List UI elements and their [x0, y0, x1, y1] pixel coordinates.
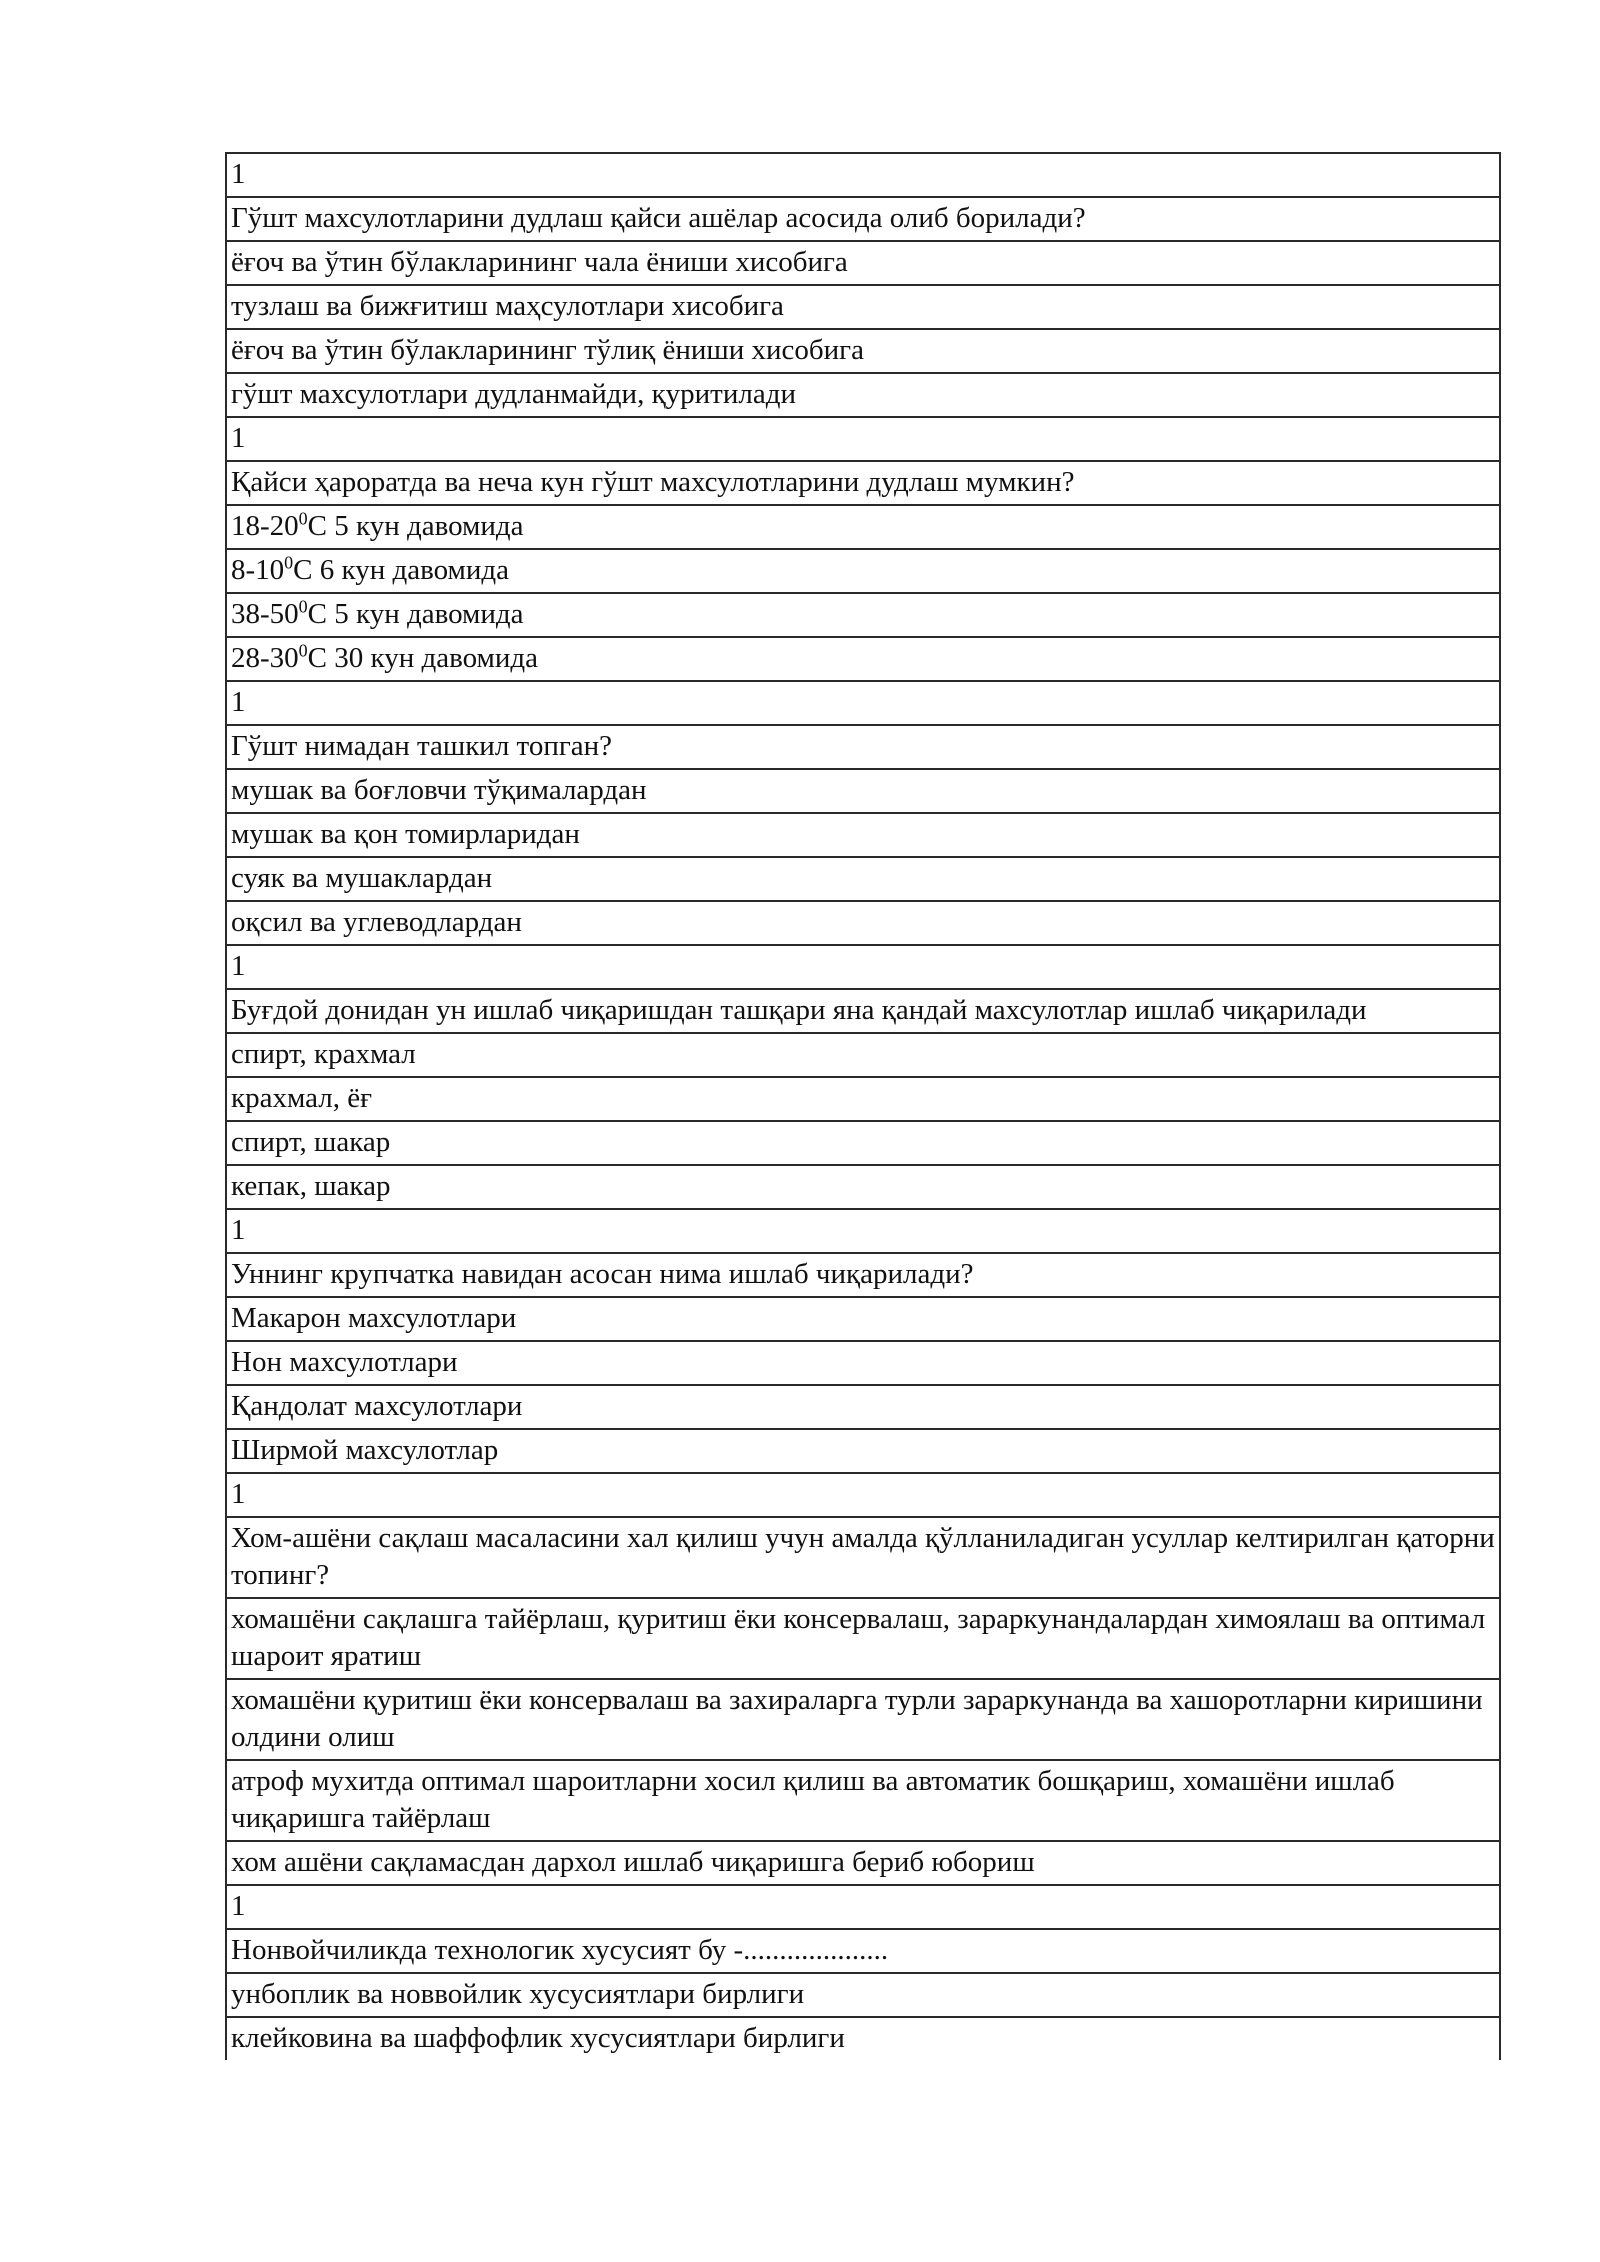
table-cell: хом ашёни сақламасдан дархол ишлаб чиқаришга бериб юбориш [226, 1841, 1500, 1885]
table-row [226, 2017, 1500, 2060]
table-cell: ёғоч ва ўтин бўлакларининг чала ёниши хисобига [226, 241, 1500, 285]
table-cell: Уннинг крупчатка навидан асосан нима ишлаб чиқарилади? [226, 1253, 1500, 1297]
table-row [226, 945, 1500, 989]
table-row [226, 1760, 1500, 1841]
table-cell: 1 [226, 1209, 1500, 1253]
table-cell: 1 [226, 681, 1500, 725]
table-cell: Қандолат махсулотлари [226, 1385, 1500, 1429]
table-cell: спирт, шакар [226, 1121, 1500, 1165]
table-cell: тузлаш ва бижғитиш маҳсулотлари хисобига [226, 285, 1500, 329]
table-row [226, 1077, 1500, 1121]
table-cell [226, 505, 1500, 549]
table-cell: Нон махсулотлари [226, 1341, 1500, 1385]
table-row [226, 637, 1500, 681]
temperature-range: 38-50 [231, 598, 299, 630]
table-cell: Нонвойчиликда технологик хусусият бу -.................... [226, 1929, 1500, 1973]
table-cell: Гўшт нимадан ташкил топган? [226, 725, 1500, 769]
table-row [226, 1841, 1500, 1885]
table-row [226, 989, 1500, 1033]
table-row [226, 1165, 1500, 1209]
table-cell [226, 549, 1500, 593]
table-cell: Қайси ҳароратда ва неча кун гўшт махсулотларини дудлаш мумкин? [226, 461, 1500, 505]
table-row [226, 593, 1500, 637]
table-cell: крахмал, ёғ [226, 1077, 1500, 1121]
table-cell: хомашёни сақлашга тайёрлаш, қуритиш ёки консервалаш, зараркунандалардан химоялаш ва оптимал шароит яратиш [226, 1598, 1500, 1679]
table-cell: кепак, шакар [226, 1165, 1500, 1209]
table-row [226, 549, 1500, 593]
table-cell: Макарон махсулотлари [226, 1297, 1500, 1341]
degree-superscript: 0 [298, 640, 308, 661]
table-cell: оқсил ва углеводлардан [226, 901, 1500, 945]
question-table [225, 152, 1501, 2060]
table-row [226, 1473, 1500, 1517]
table-row [226, 1598, 1500, 1679]
table-cell: 1 [226, 1473, 1500, 1517]
table-row [226, 1033, 1500, 1077]
table-row [226, 1429, 1500, 1473]
question-table-body [226, 153, 1500, 2060]
table-cell: клейковина ва шаффофлик хусусиятлари бирлиги [226, 2017, 1500, 2060]
table-row [226, 197, 1500, 241]
table-cell: 1 [226, 153, 1500, 197]
table-row [226, 813, 1500, 857]
table-row [226, 725, 1500, 769]
table-row [226, 285, 1500, 329]
table-row [226, 857, 1500, 901]
table-row [226, 329, 1500, 373]
duration-text: С 5 кун давомида [307, 598, 524, 630]
table-row [226, 1973, 1500, 2017]
table-row [226, 901, 1500, 945]
table-row [226, 1679, 1500, 1760]
table-row [226, 461, 1500, 505]
table-row [226, 1341, 1500, 1385]
table-cell [226, 637, 1500, 681]
table-cell: хомашёни қуритиш ёки консервалаш ва захираларга турли зараркунанда ва хашоротларни киришини олдини олиш [226, 1679, 1500, 1760]
table-cell: спирт, крахмал [226, 1033, 1500, 1077]
table-row [226, 1929, 1500, 1973]
temperature-range: 8-10 [231, 554, 285, 586]
table-row [226, 1121, 1500, 1165]
table-cell: гўшт махсулотлари дудланмайди, қуритилади [226, 373, 1500, 417]
duration-text: С 30 кун давомида [307, 642, 539, 674]
degree-superscript: 0 [298, 508, 308, 529]
table-cell: Буғдой донидан ун ишлаб чиқаришдан ташқари яна қандай махсулотлар ишлаб чиқарилади [226, 989, 1500, 1033]
table-row [226, 1517, 1500, 1598]
table-row [226, 417, 1500, 461]
table-row [226, 1297, 1500, 1341]
table-row [226, 1209, 1500, 1253]
table-cell: 1 [226, 1885, 1500, 1929]
table-row [226, 1385, 1500, 1429]
duration-text: С 6 кун давомида [293, 554, 510, 586]
table-cell: Ширмой махсулотлар [226, 1429, 1500, 1473]
table-cell [226, 593, 1500, 637]
table-row [226, 153, 1500, 197]
duration-text: С 5 кун давомида [307, 510, 524, 542]
degree-superscript: 0 [298, 596, 308, 617]
temperature-range: 28-30 [231, 642, 299, 674]
table-row [226, 505, 1500, 549]
table-cell: Хом-ашёни сақлаш масаласини хал қилиш учун амалда қўлланиладиган усуллар келтирилган қаторни топинг? [226, 1517, 1500, 1598]
table-row [226, 681, 1500, 725]
table-row [226, 769, 1500, 813]
table-row [226, 1253, 1500, 1297]
table-cell: суяк ва мушаклардан [226, 857, 1500, 901]
table-cell: атроф мухитда оптимал шароитларни хосил қилиш ва автоматик бошқариш, хомашёни ишлаб чиқаришга тайёрлаш [226, 1760, 1500, 1841]
degree-superscript: 0 [284, 552, 294, 573]
table-cell: Гўшт махсулотларини дудлаш қайси ашёлар асосида олиб борилади? [226, 197, 1500, 241]
table-row [226, 241, 1500, 285]
table-cell: мушак ва қон томирларидан [226, 813, 1500, 857]
table-row [226, 1885, 1500, 1929]
table-cell: мушак ва боғловчи тўқималардан [226, 769, 1500, 813]
table-row [226, 373, 1500, 417]
table-cell: ёғоч ва ўтин бўлакларининг тўлиқ ёниши хисобига [226, 329, 1500, 373]
table-cell: 1 [226, 945, 1500, 989]
temperature-range: 18-20 [231, 510, 299, 542]
table-cell: 1 [226, 417, 1500, 461]
table-cell: унбоплик ва новвойлик хусусиятлари бирлиги [226, 1973, 1500, 2017]
